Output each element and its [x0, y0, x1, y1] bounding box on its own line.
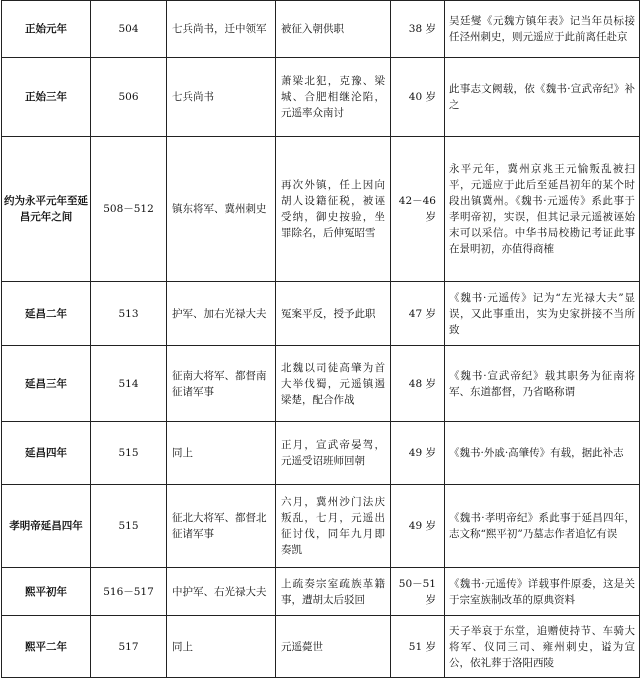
event-cell: 冤案平反，授予此职: [276, 282, 391, 346]
event-cell: 正月，宣武帝晏驾，元遥受诏班师回朝: [276, 422, 391, 485]
event-cell: 被征入朝供职: [276, 1, 391, 58]
era-cell: 正始元年: [2, 1, 91, 58]
era-cell: 延昌四年: [2, 422, 91, 485]
age-cell: 50－51 岁: [391, 568, 445, 616]
note-cell: 吴廷燮《元魏方镇年表》记当年员标接任泾州刺史，则元遥应于此前离任赴京: [445, 1, 640, 58]
table-row: [2, 58, 640, 137]
table-row: [2, 422, 640, 485]
age-cell: 51 岁: [391, 616, 445, 678]
table-row: [2, 616, 640, 678]
note-cell: 永平元年，冀州京兆王元愉叛乱被扫平，元遥应于此后至延昌初年的某个时段出镇冀州。《魏书·元遥传》系此事于孝明帝初，实误，但其记录元遥被诬始末可以采信。中华书局校勘记考证此事在景明初，亦值得商榷: [445, 137, 640, 282]
era-cell: 正始三年: [2, 58, 91, 137]
office-cell: 征北大将军、都督北征诸军事: [167, 485, 276, 568]
year-cell: 504: [91, 1, 167, 58]
event-cell: 元遥薨世: [276, 616, 391, 678]
note-cell: 《魏书·外戚·高肇传》有载，据此补志: [445, 422, 640, 485]
event-cell: 上疏奏宗室疏族革籍事，遭胡太后驳回: [276, 568, 391, 616]
event-cell: 萧梁北犯，克豫、梁城、合肥相继沦陷，元遥率众南讨: [276, 58, 391, 137]
year-cell: 517: [91, 616, 167, 678]
office-cell: 镇东将军、冀州刺史: [167, 137, 276, 282]
note-cell: 《魏书·元遥传》详载事件原委，这是关于宗室族制改革的原典资料: [445, 568, 640, 616]
year-cell: 506: [91, 58, 167, 137]
event-cell: 再次外镇，任上因向胡人设籍征税，被诬受纳，御史按验，坐罪除名，后伸冤昭雪: [276, 137, 391, 282]
age-cell: 40 岁: [391, 58, 445, 137]
year-cell: 513: [91, 282, 167, 346]
note-cell: 《魏书·宣武帝纪》载其职务为征南将军、东道都督，乃省略称谓: [445, 346, 640, 422]
year-cell: 516－517: [91, 568, 167, 616]
age-cell: 49 岁: [391, 422, 445, 485]
table-row: [2, 346, 640, 422]
note-cell: 《魏书·孝明帝纪》系此事于延昌四年，志文称“熙平初”乃墓志作者追忆有误: [445, 485, 640, 568]
event-cell: 北魏以司徒高肇为首大举伐蜀，元遥镇遏梁楚，配合作战: [276, 346, 391, 422]
note-cell: 《魏书·元遥传》记为“左光禄大夫”显误，又此事重出，实为史家拼接不当所致: [445, 282, 640, 346]
year-cell: 515: [91, 485, 167, 568]
office-cell: 同上: [167, 422, 276, 485]
chronology-table: [1, 0, 640, 678]
table-row: [2, 282, 640, 346]
office-cell: 护军、加右光禄大夫: [167, 282, 276, 346]
era-cell: 延昌二年: [2, 282, 91, 346]
note-cell: 此事志文阙载，依《魏书·宣武帝纪》补之: [445, 58, 640, 137]
age-cell: 49 岁: [391, 485, 445, 568]
year-cell: 508－512: [91, 137, 167, 282]
event-cell: 六月，冀州沙门法庆叛乱，七月，元遥出征讨伐，同年九月即奏凯: [276, 485, 391, 568]
table-row: [2, 485, 640, 568]
office-cell: 七兵尚书，迁中领军: [167, 1, 276, 58]
year-cell: 514: [91, 346, 167, 422]
office-cell: 征南大将军、都督南征诸军事: [167, 346, 276, 422]
age-cell: 38 岁: [391, 1, 445, 58]
table-row: [2, 1, 640, 58]
note-cell: 天子举哀于东堂，追赠使持节、车骑大将军、仪同三司、雍州刺史，谥为宣公，依礼葬于洛阳西陵: [445, 616, 640, 678]
table-row: [2, 137, 640, 282]
age-cell: 48 岁: [391, 346, 445, 422]
age-cell: 47 岁: [391, 282, 445, 346]
era-cell: 熙平初年: [2, 568, 91, 616]
era-cell: 延昌三年: [2, 346, 91, 422]
office-cell: 七兵尚书: [167, 58, 276, 137]
table-row: [2, 568, 640, 616]
year-cell: 515: [91, 422, 167, 485]
era-cell: 约为永平元年至延昌元年之间: [2, 137, 91, 282]
era-cell: 熙平二年: [2, 616, 91, 678]
age-cell: 42－46 岁: [391, 137, 445, 282]
office-cell: 同上: [167, 616, 276, 678]
office-cell: 中护军、右光禄大夫: [167, 568, 276, 616]
era-cell: 孝明帝延昌四年: [2, 485, 91, 568]
